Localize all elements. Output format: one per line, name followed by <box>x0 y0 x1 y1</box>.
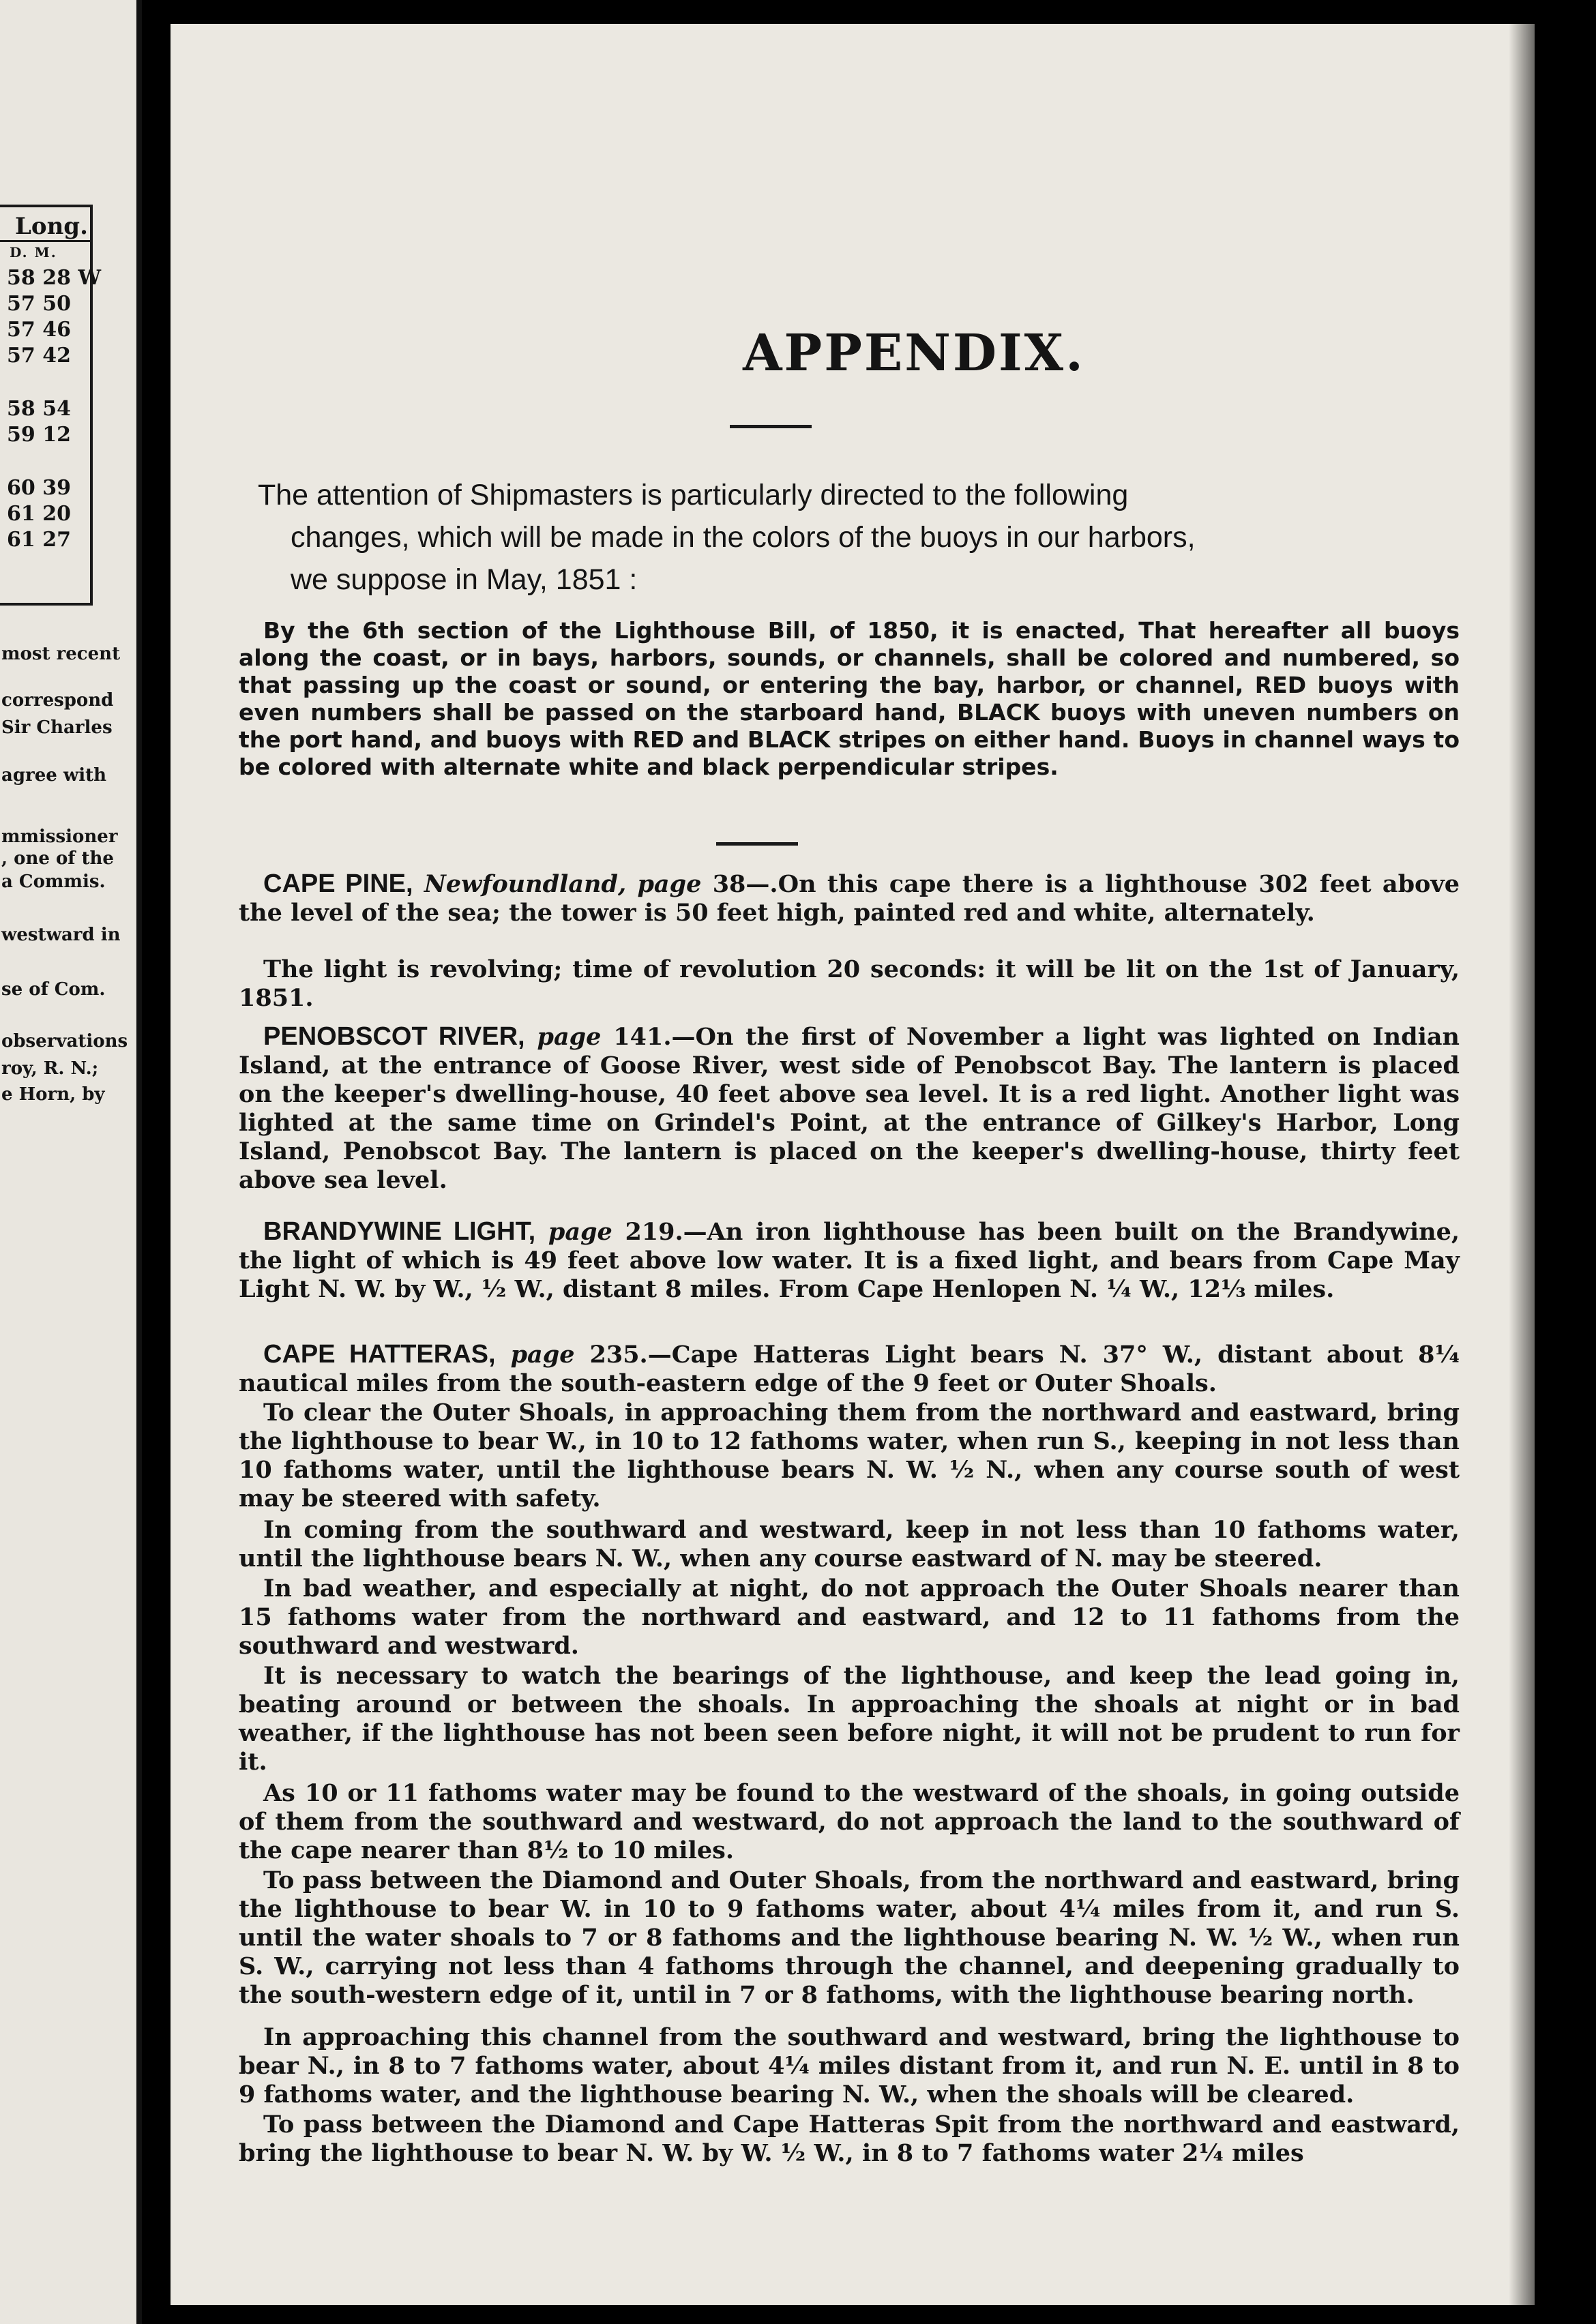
hatteras-paragraph: In bad weather, and especially at night, do not approach the Outer Shoals nearer than 15 fathoms water from the northward and eastward, and 12 to 11 fathoms from the southward and westward. <box>239 1575 1460 1660</box>
table-row: 57 50 <box>7 292 71 316</box>
text-fragment: Sir Charles <box>1 717 113 738</box>
text-fragment: e Horn, by <box>1 1084 105 1105</box>
appendix-page <box>171 24 1535 2305</box>
entry-cape-pine <box>239 869 1460 927</box>
lighthouse-bill-paragraph: By the 6th section of the Lighthouse Bill, of 1850, it is enacted, That hereafter all buoys along the coast, or in bays, harbors, sounds, or channels, shall be colored and numbered, so that passing up the coast or sound, or entering the bay, harbor, or channel, RED buoys with even numbers shall be passed on the starboard hand, BLACK buoys with uneven numbers on the port hand, and buoys with RED and BLACK stripes on either hand. Buoys in channel ways to be colored with alternate white and black perpendicular stripes. <box>239 617 1460 780</box>
table-row: 57 42 <box>7 344 71 368</box>
table-row: 61 27 <box>7 528 71 552</box>
entry-text: .—Cape Hatteras Light bears N. 37° W., distant about 8¼ nautical miles from the south-eastern edge of the 9 feet or Outer Shoals. <box>239 1341 1460 1397</box>
hatteras-paragraph: In coming from the southward and westward, keep in not less than 10 fathoms water, until the lighthouse bears N. W., when any course eastward of N. may be steered. <box>239 1516 1460 1573</box>
text-fragment: a Commis. <box>1 872 106 892</box>
section-divider <box>716 842 798 846</box>
previous-page-edge <box>0 0 142 2324</box>
entry-text: —.On this cape there is a lighthouse 302 feet above the level of the sea; the tower is 50 feet high, painted red and white, alternately. <box>239 870 1460 927</box>
entry-place: page <box>537 1023 602 1051</box>
table-row: 59 12 <box>7 423 71 447</box>
entry-heading: BRANDYWINE LIGHT, <box>263 1217 536 1246</box>
text-fragment: se of Com. <box>1 979 106 1000</box>
text-fragment: correspond <box>1 690 114 711</box>
text-fragment: , one of the <box>1 848 114 869</box>
entry-heading: CAPE HATTERAS, <box>263 1340 496 1369</box>
entry-page-number: 38 <box>712 870 746 898</box>
notice-line: we suppose in May, 1851 : <box>291 563 638 596</box>
table-header-rule <box>0 240 90 242</box>
entry-page-number: 235 <box>589 1341 640 1369</box>
shipmasters-notice <box>258 474 1465 601</box>
table-row: 60 39 <box>7 476 71 500</box>
entry-page-number: 219 <box>625 1218 675 1246</box>
cape-pine-continuation: The light is revolving; time of revolution 20 seconds: it will be lit on the 1st of January, 1851. <box>239 955 1460 1012</box>
entry-text: .—An iron lighthouse has been built on the Brandywine, the light of which is 49 feet above low water. It is a fixed light, and bears from Cape May Light N. W. by W., ½ W., distant 8 miles. From Cape Henlopen N. ¼ W., 12⅓ miles. <box>239 1218 1460 1303</box>
entry-text: .—On the first of November a light was lighted on Indian Island, at the entrance of Goose River, west side of Penobscot Bay. The lantern is placed on the keeper's dwelling-house, 40 feet above sea level. It is a red light. Another light was lighted at the same time on Grindel's Point, at the entrance of Gilkey's Harbor, Long Island, Penobscot Bay. The lantern is placed on the keeper's dwelling-house, thirty feet above sea level. <box>239 1023 1460 1194</box>
entry-place: Newfoundland, page <box>424 870 702 898</box>
table-row: 58 28 W <box>7 266 102 290</box>
text-fragment: agree with <box>1 765 107 786</box>
text-fragment: roy, R. N.; <box>1 1058 99 1079</box>
entry-cape-hatteras <box>239 1340 1460 1398</box>
longitude-subheader: D. M. <box>10 244 57 260</box>
entry-place: page <box>510 1341 575 1369</box>
entry-place: page <box>548 1218 612 1246</box>
hatteras-paragraph: As 10 or 11 fathoms water may be found to the westward of the shoals, in going outside of them from the southward and westward, do not approach the land to the southward of the cape nearer than 8½ to 10 miles. <box>239 1779 1460 1864</box>
notice-line: The attention of Shipmasters is particularly directed to the following <box>258 479 1129 511</box>
table-row: 58 54 <box>7 397 71 421</box>
hatteras-paragraph: It is necessary to watch the bearings of the lighthouse, and keep the lead going in, beating around or between the shoals. In approaching the shoals at night or in bad weather, if the lighthouse has not been seen before night, it will not be prudent to run for it. <box>239 1662 1460 1776</box>
page-title: APPENDIX. <box>743 324 1085 383</box>
text-fragment: observations <box>1 1031 128 1052</box>
title-divider <box>730 425 812 428</box>
table-row: 57 46 <box>7 318 71 342</box>
entry-heading: PENOBSCOT RIVER, <box>263 1022 525 1051</box>
text-fragment: most recent <box>1 644 121 664</box>
entry-heading: CAPE PINE, <box>263 869 413 898</box>
notice-line: changes, which will be made in the colors of the buoys in our harbors, <box>291 521 1196 554</box>
entry-page-number: 141 <box>613 1023 664 1051</box>
longitude-header: Long. <box>15 213 88 240</box>
entry-brandywine-light <box>239 1217 1460 1304</box>
text-fragment: mmissioner <box>1 826 118 847</box>
hatteras-paragraph: To pass between the Diamond and Cape Hatteras Spit from the northward and eastward, bring the lighthouse to bear N. W. by W. ½ W., in 8 to 7 fathoms water 2¼ miles <box>239 2111 1460 2167</box>
text-fragment: westward in <box>1 925 121 945</box>
entry-penobscot-river <box>239 1022 1460 1195</box>
table-row: 61 20 <box>7 502 71 526</box>
hatteras-paragraph: To pass between the Diamond and Outer Shoals, from the northward and eastward, bring the lighthouse to bear W. in 10 to 9 fathoms water, about 4¼ miles from it, and run S. until the water shoals to 7 or 8 fathoms and the lighthouse bearing N. W. ½ W., when run S. W., carrying not less than 4 fathoms through the channel, and deepening gradually to the south-western edge of it, until in 7 or 8 fathoms, with the lighthouse bearing north. <box>239 1866 1460 2009</box>
hatteras-paragraph: In approaching this channel from the southward and westward, bring the lighthouse to bear N., in 8 to 7 fathoms water, about 4¼ miles distant from it, and run N. E. until in 8 to 9 fathoms water, and the lighthouse bearing N. W., when the shoals will be cleared. <box>239 2023 1460 2109</box>
hatteras-paragraph: To clear the Outer Shoals, in approaching them from the northward and eastward, bring the lighthouse to bear W., in 10 to 12 fathoms water, when run S., keeping in not less than 10 fathoms water, until the lighthouse bears N. W. ½ N., when any course south of west may be steered with safety. <box>239 1399 1460 1513</box>
longitude-table <box>0 205 102 606</box>
